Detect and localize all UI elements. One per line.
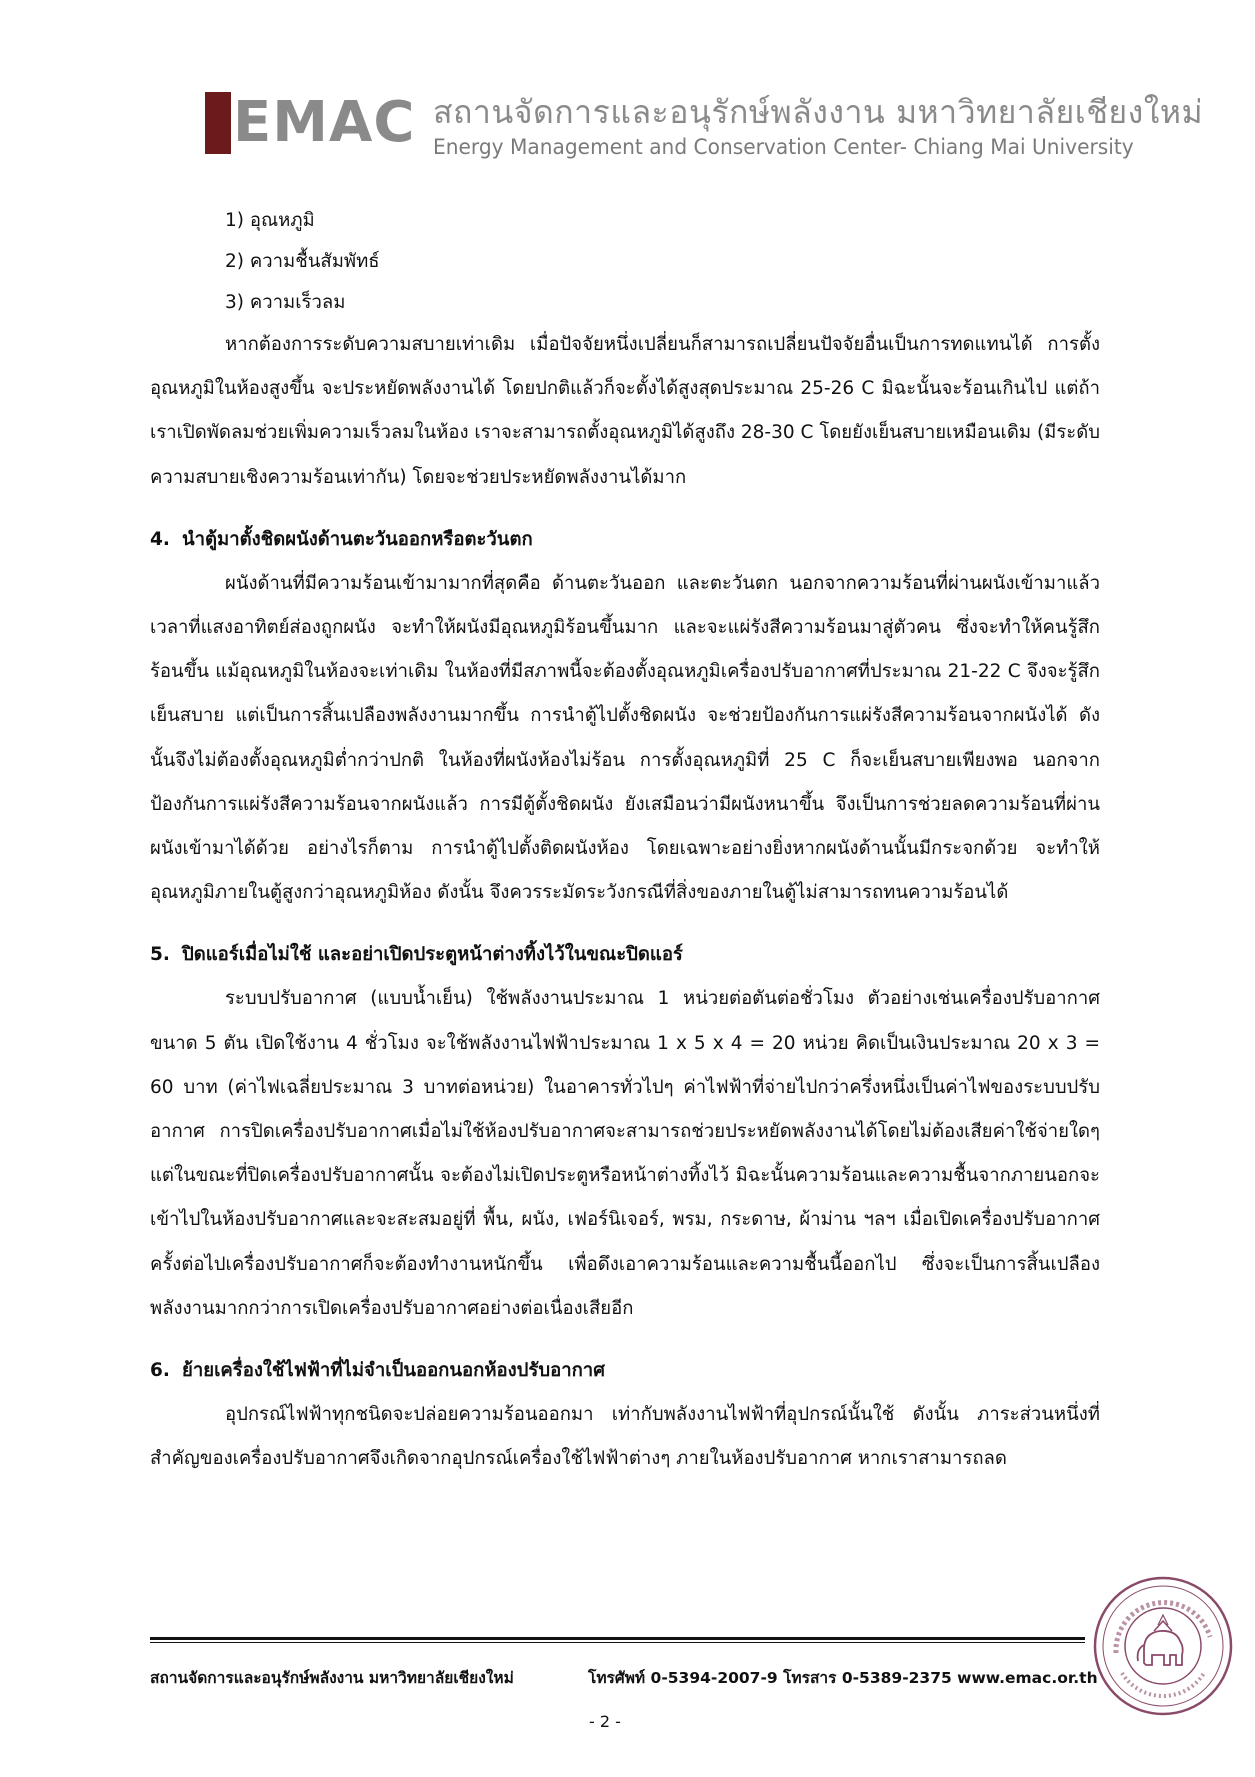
section-title: ปิดแอร์เมื่อไม่ใช้ และอย่าเปิดประตูหน้าต่างทิ้งไว้ในขณะปิดแอร์: [182, 944, 683, 966]
footer-rule: [150, 1642, 1085, 1643]
footer-rule: [150, 1637, 1085, 1640]
section-heading: [150, 1349, 1100, 1393]
section-heading: [150, 518, 1100, 562]
section-heading: [150, 933, 1100, 977]
footer-org: สถานจัดการและอนุรักษ์พลังงาน มหาวิทยาลัยเชียงใหม่: [150, 1669, 514, 1687]
factor-list: [150, 200, 1100, 323]
section-body: ระบบปรับอากาศ (แบบน้ำเย็น) ใช้พลังงานประมาณ 1 หน่วยต่อตันต่อชั่วโมง ตัวอย่างเช่นเครื่องปรับอากาศขนาด 5 ตัน เปิดใช้งาน 4 ชั่วโมง จะใช้พลังงานไฟฟ้าประมาณ 1 x 5 x 4 = 20 หน่วย คิดเป็นเงินประมาณ 20 x 3 = 60 บาท (ค่าไฟเฉลี่ยประมาณ 3 บาทต่อหน่วย) ในอาคารทั่วไปๆ ค่าไฟฟ้าที่จ่ายไปกว่าครึ่งหนึ่งเป็นค่าไฟของระบบปรับอากาศ การปิดเครื่องปรับอากาศเมื่อไม่ใช้ห้องปรับอากาศจะสามารถช่วยประหยัดพลังงานได้โดยไม่ต้องเสียค่าใช้จ่ายใดๆ แต่ในขณะที่ปิดเครื่องปรับอากาศนั้น จะต้องไม่เปิดประตูหรือหน้าต่างทิ้งไว้ มิฉะนั้นความร้อนและความชื้นจากภายนอกจะเข้าไปในห้องปรับอากาศและจะสะสมอยู่ที่ พื้น, ผนัง, เฟอร์นิเจอร์, พรม, กระดาษ, ผ้าม่าน ฯลฯ เมื่อเปิดเครื่องปรับอากาศครั้งต่อไปเครื่องปรับอากาศก็จะต้องทำงานหนักขึ้น เพื่อดึงเอาความร้อนและความชื้นนี้ออกไป ซึ่งจะเป็นการสิ้นเปลืองพลังงานมากกว่าการเปิดเครื่องปรับอากาศอย่างต่อเนื่องเสียอีก: [150, 988, 1100, 1319]
section-number: 4.: [150, 528, 170, 550]
intro-paragraph: หากต้องการระดับความสบายเท่าเดิม เมื่อปัจจัยหนึ่งเปลี่ยนก็สามารถเปลี่ยนปัจจัยอื่นเป็นการทดแทนได้ การตั้งอุณหภูมิในห้องสูงขึ้น จะประหยัดพลังงานได้ โดยปกติแล้วก็จะตั้งได้สูงสุดประมาณ 25-26 C มิฉะนั้นจะร้อนเกินไป แต่ถ้าเราเปิดพัดลมช่วยเพิ่มความเร็วลมในห้อง เราจะสามารถตั้งอุณหภูมิได้สูงถึง 28-30 C โดยยังเย็นสบายเหมือนเดิม (มีระดับความสบายเชิงความร้อนเท่ากัน) โดยจะช่วยประหยัดพลังงานได้มาก: [150, 334, 1100, 488]
page-number: - 2 -: [589, 1712, 621, 1731]
section-body: ผนังด้านที่มีความร้อนเข้ามามากที่สุดคือ ด้านตะวันออก และตะวันตก นอกจากความร้อนที่ผ่านผนังเข้ามาแล้ว เวลาที่แสงอาทิตย์ส่องถูกผนัง จะทำให้ผนังมีอุณหภูมิร้อนขึ้นมาก และจะแผ่รังสีความร้อนมาสู่ตัวคน ซึ่งจะทำให้คนรู้สึกร้อนขึ้น แม้อุณหภูมิในห้องจะเท่าเดิม ในห้องที่มีสภาพนี้จะต้องตั้งอุณหภูมิเครื่องปรับอากาศที่ประมาณ 21-22 C จึงจะรู้สึกเย็นสบาย แต่เป็นการสิ้นเปลืองพลังงานมากขึ้น การนำตู้ไปตั้งชิดผนัง จะช่วยป้องกันการแผ่รังสีความร้อนจากผนังได้ ดังนั้นจึงไม่ต้องตั้งอุณหภูมิต่ำกว่าปกติ ในห้องที่ผนังห้องไม่ร้อน การตั้งอุณหภูมิที่ 25 C ก็จะเย็นสบายเพียงพอ นอกจากป้องกันการแผ่รังสีความร้อนจากผนังแล้ว การมีตู้ตั้งชิดผนัง ยังเสมือนว่ามีผนังหนาขึ้น จึงเป็นการช่วยลดความร้อนที่ผ่านผนังเข้ามาได้ด้วย อย่างไรก็ตาม การนำตู้ไปตั้งติดผนังห้อง โดยเฉพาะอย่างยิ่งหากผนังด้านนั้นมีกระจกด้วย จะทำให้อุณหภูมิภายในตู้สูงกว่าอุณหภูมิห้อง ดังนั้น จึงควรระมัดระวังกรณีที่สิ่งของภายในตู้ไม่สามารถทนความร้อนได้: [150, 572, 1100, 904]
header-title-english: Energy Management and Conservation Center- Chiang Mai University: [433, 135, 1134, 159]
list-item: 1) อุณหภูมิ: [225, 210, 315, 231]
document-body: [150, 200, 1100, 1481]
emac-logo: [205, 90, 416, 155]
logo-text: EMAC: [233, 90, 416, 155]
section-body: อุปกรณ์ไฟฟ้าทุกชนิดจะปล่อยความร้อนออกมา เท่ากับพลังงานไฟฟ้าที่อุปกรณ์นั้นใช้ ดังนั้น ภาระส่วนหนึ่งที่สำคัญของเครื่องปรับอากาศจึงเกิดจากอุปกรณ์เครื่องใช้ไฟฟ้าต่างๆ ภายในห้องปรับอากาศ หากเราสามารถลด: [150, 1404, 1100, 1470]
logo-bar: [205, 92, 231, 154]
section-title: นำตู้มาตั้งชิดผนังด้านตะวันออกหรือตะวันตก: [182, 528, 533, 550]
list-item: 2) ความชื้นสัมพัทธ์: [225, 251, 380, 272]
footer-contact: โทรศัพท์ 0-5394-2007-9 โทรสาร 0-5389-2375 www.emac.or.th: [588, 1669, 1098, 1687]
section-number: 6.: [150, 1360, 170, 1382]
section-number: 5.: [150, 944, 170, 966]
section-title: ย้ายเครื่องใช้ไฟฟ้าที่ไม่จำเป็นออกนอกห้องปรับอากาศ: [182, 1360, 605, 1382]
university-seal-icon: [1092, 1575, 1234, 1717]
header-title-thai: สถานจัดการและอนุรักษ์พลังงาน มหาวิทยาลัยเชียงใหม่: [433, 93, 1204, 131]
list-item: 3) ความเร็วลม: [225, 292, 346, 313]
